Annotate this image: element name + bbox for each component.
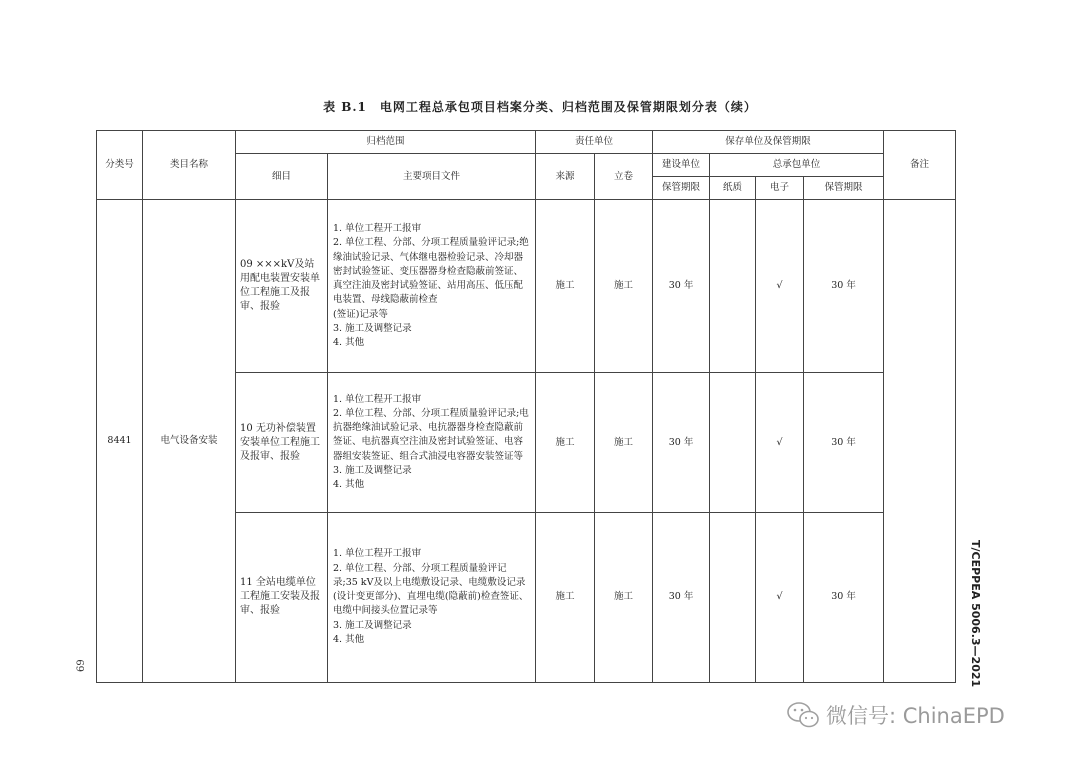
header-category-name: 类目名称 <box>143 131 236 200</box>
contractor-retention-cell: 30 年 <box>804 373 884 512</box>
detail-cell: 10 无功补偿装置安装单位工程施工及报审、报验 <box>236 373 328 512</box>
header-archive-scope: 归档范围 <box>236 131 536 154</box>
detail-cell: 09 ×××kV及站用配电装置安装单位工程施工及报审、报验 <box>236 200 328 373</box>
electronic-check-cell: √ <box>756 512 804 682</box>
source-cell: 施工 <box>536 512 595 682</box>
page-number: 69 <box>76 659 87 672</box>
header-detail: 细目 <box>236 154 328 200</box>
doc-line: 1. 单位工程开工报审 <box>333 223 422 235</box>
source-cell: 施工 <box>536 200 595 373</box>
construction-retention-cell: 30 年 <box>653 200 710 373</box>
doc-line: 1. 单位工程开工报审 <box>333 393 422 405</box>
doc-line: 3. 施工及调整记录 <box>333 464 412 476</box>
header-remarks: 备注 <box>884 131 956 200</box>
electronic-check-cell: √ <box>756 373 804 512</box>
header-class-no: 分类号 <box>97 131 143 200</box>
doc-line: 4. 其他 <box>333 479 365 491</box>
doc-line: 4. 其他 <box>333 633 365 645</box>
filing-cell: 施工 <box>595 200 653 373</box>
header-source: 来源 <box>536 154 595 200</box>
doc-line: 2. 单位工程、分部、分项工程质量验评记录;电抗器绝缘油试验记录、电抗器器身检查隐蔽前签证、电抗器真空注油及密封试验签证、电容器组安装签证、组合式油浸电容器安装签证等 <box>333 407 529 462</box>
archive-table <box>96 130 956 683</box>
category-name-cell: 电气设备安装 <box>143 200 236 683</box>
contractor-retention-cell: 30 年 <box>804 512 884 682</box>
paper-cell <box>710 512 756 682</box>
doc-line: (签证)记录等 <box>333 308 388 320</box>
header-contractor-retention: 保管期限 <box>804 177 884 200</box>
doc-line: 2. 单位工程、分部、分项工程质量验评记录;绝缘油试验记录、气体继电器检验记录、冷却器密封试验签证、变压器器身检查隐蔽前签证、真空注油及密封试验签证、站用高压、低压配电装置、母线隐蔽前检查 <box>333 237 529 306</box>
wechat-icon <box>786 700 820 730</box>
doc-line: 3. 施工及调整记录 <box>333 322 412 334</box>
construction-retention-cell: 30 年 <box>653 373 710 512</box>
docs-cell <box>328 512 536 682</box>
contractor-retention-cell: 30 年 <box>804 200 884 373</box>
header-filing: 立卷 <box>595 154 653 200</box>
filing-cell: 施工 <box>595 512 653 682</box>
doc-line: 3. 施工及调整记录 <box>333 619 412 631</box>
table-row <box>97 200 956 373</box>
paper-cell <box>710 200 756 373</box>
docs-cell <box>328 373 536 512</box>
class-no-cell: 8441 <box>97 200 143 683</box>
table-title: 表 B.1 电网工程总承包项目档案分类、归档范围及保管期限划分表（续） <box>323 100 757 114</box>
paper-cell <box>710 373 756 512</box>
header-construction-unit: 建设单位 <box>653 154 710 177</box>
doc-line: 1. 单位工程开工报审 <box>333 548 422 560</box>
header-contractor-unit: 总承包单位 <box>710 154 884 177</box>
watermark <box>786 698 1005 732</box>
electronic-check-cell: √ <box>756 200 804 373</box>
header-main-docs: 主要项目文件 <box>328 154 536 200</box>
header-retention-group: 保存单位及保管期限 <box>653 131 884 154</box>
remarks-cell <box>884 200 956 683</box>
header-paper: 纸质 <box>710 177 756 200</box>
header-retention-period: 保管期限 <box>653 177 710 200</box>
watermark-text: 微信号: ChinaEPD <box>826 704 1005 728</box>
header-responsible-unit: 责任单位 <box>536 131 653 154</box>
source-cell: 施工 <box>536 373 595 512</box>
doc-line: 2. 单位工程、分部、分项工程质量验评记录;35 kV及以上电缆敷设记录、电缆敷设记录(设计变更部分)、直埋电缆(隐蔽前)检查签证、电缆中间接头位置记录等 <box>333 562 529 617</box>
doc-line: 4. 其他 <box>333 337 365 349</box>
docs-cell <box>328 200 536 373</box>
filing-cell: 施工 <box>595 373 653 512</box>
header-electronic: 电子 <box>756 177 804 200</box>
detail-cell: 11 全站电缆单位工程施工安装及报审、报验 <box>236 512 328 682</box>
standard-code: T/CEPPEA 5006.3—2021 <box>969 540 982 688</box>
construction-retention-cell: 30 年 <box>653 512 710 682</box>
